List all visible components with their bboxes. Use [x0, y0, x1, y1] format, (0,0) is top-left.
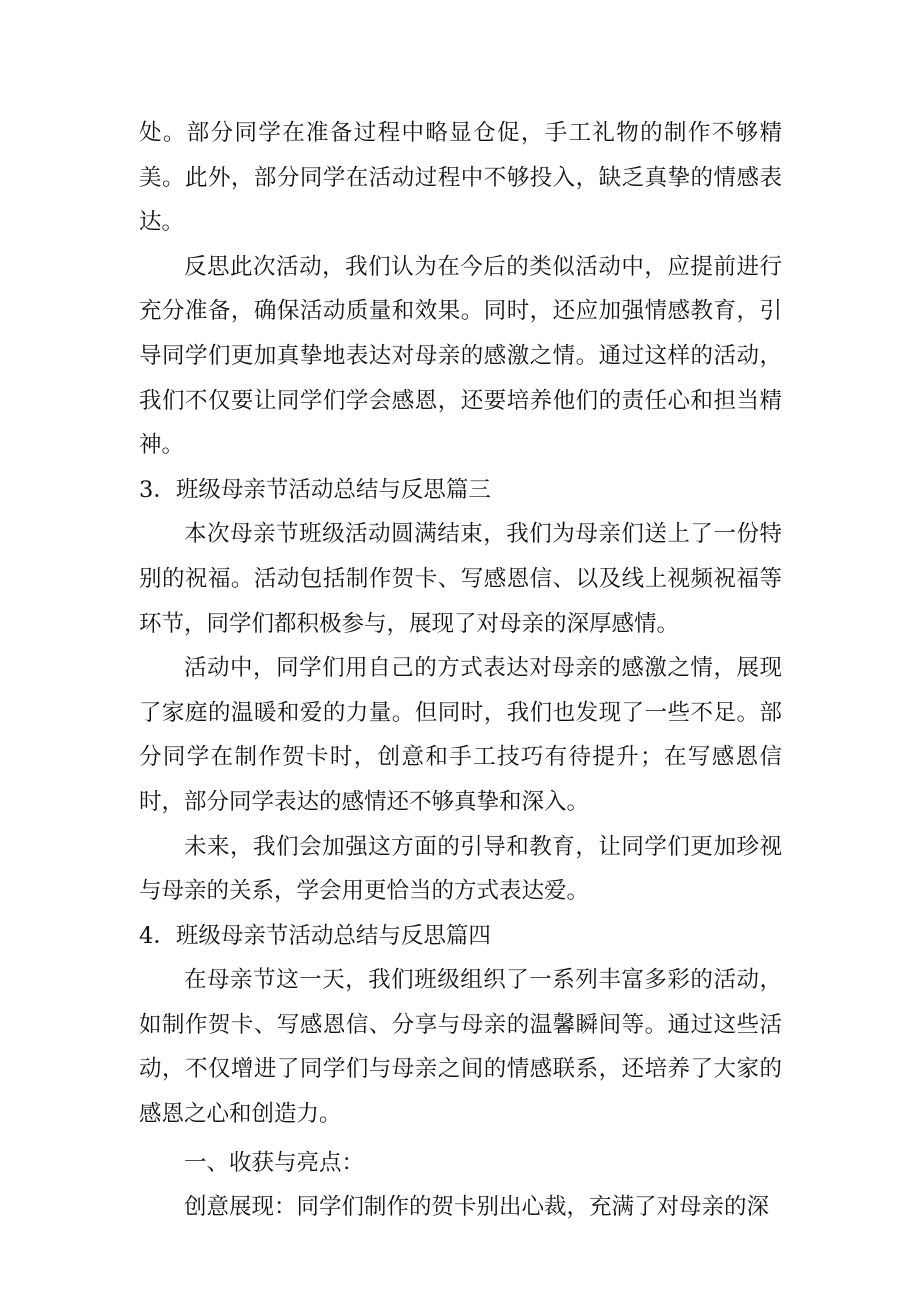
subheading-gains: 一、收获与亮点： [184, 1149, 365, 1176]
paragraph-creativity: 创意展现：同学们制作的贺卡别出心裁，充满了对母亲的深 [184, 1194, 770, 1221]
document-page [139, 111, 782, 1230]
paragraph-future-3: 未来，我们会加强这方面的引导和教育，让同学们更加珍视与母亲的关系，学会用更恰当的方式表达爱。 [139, 833, 782, 905]
section-heading-3: 3．班级母亲节活动总结与反思篇三 [139, 476, 491, 503]
paragraph-summary-4: 在母亲节这一天，我们班级组织了一系列丰富多彩的活动，如制作贺卡、写感恩信、分享与母亲的温馨瞬间等。通过这些活动，不仅增进了同学们与母亲之间的情感联系，还培养了大家的感恩之心和创造力。 [139, 967, 782, 1128]
paragraph-continuation: 处。部分同学在准备过程中略显仓促，手工礼物的制作不够精美。此外，部分同学在活动过程中不够投入，缺乏真挚的情感表达。 [139, 120, 782, 236]
paragraph-activity-3: 活动中，同学们用自己的方式表达对母亲的感激之情，展现了家庭的温暖和爱的力量。但同时，我们也发现了一些不足。部分同学在制作贺卡时，创意和手工技巧有待提升；在写感恩信时，部分同学表达的感情还不够真挚和深入。 [139, 655, 782, 815]
paragraph-reflection: 反思此次活动，我们认为在今后的类似活动中，应提前进行充分准备，确保活动质量和效果。同时，还应加强情感教育，引导同学们更加真挚地表达对母亲的感激之情。通过这样的活动，我们不仅要让同学们学会感恩，还要培养他们的责任心和担当精神。 [139, 253, 782, 459]
section-heading-4: 4．班级母亲节活动总结与反思篇四 [139, 922, 491, 949]
paragraph-summary-3: 本次母亲节班级活动圆满结束，我们为母亲们送上了一份特别的祝福。活动包括制作贺卡、写感恩信、以及线上视频祝福等环节，同学们都积极参与，展现了对母亲的深厚感情。 [139, 521, 782, 637]
